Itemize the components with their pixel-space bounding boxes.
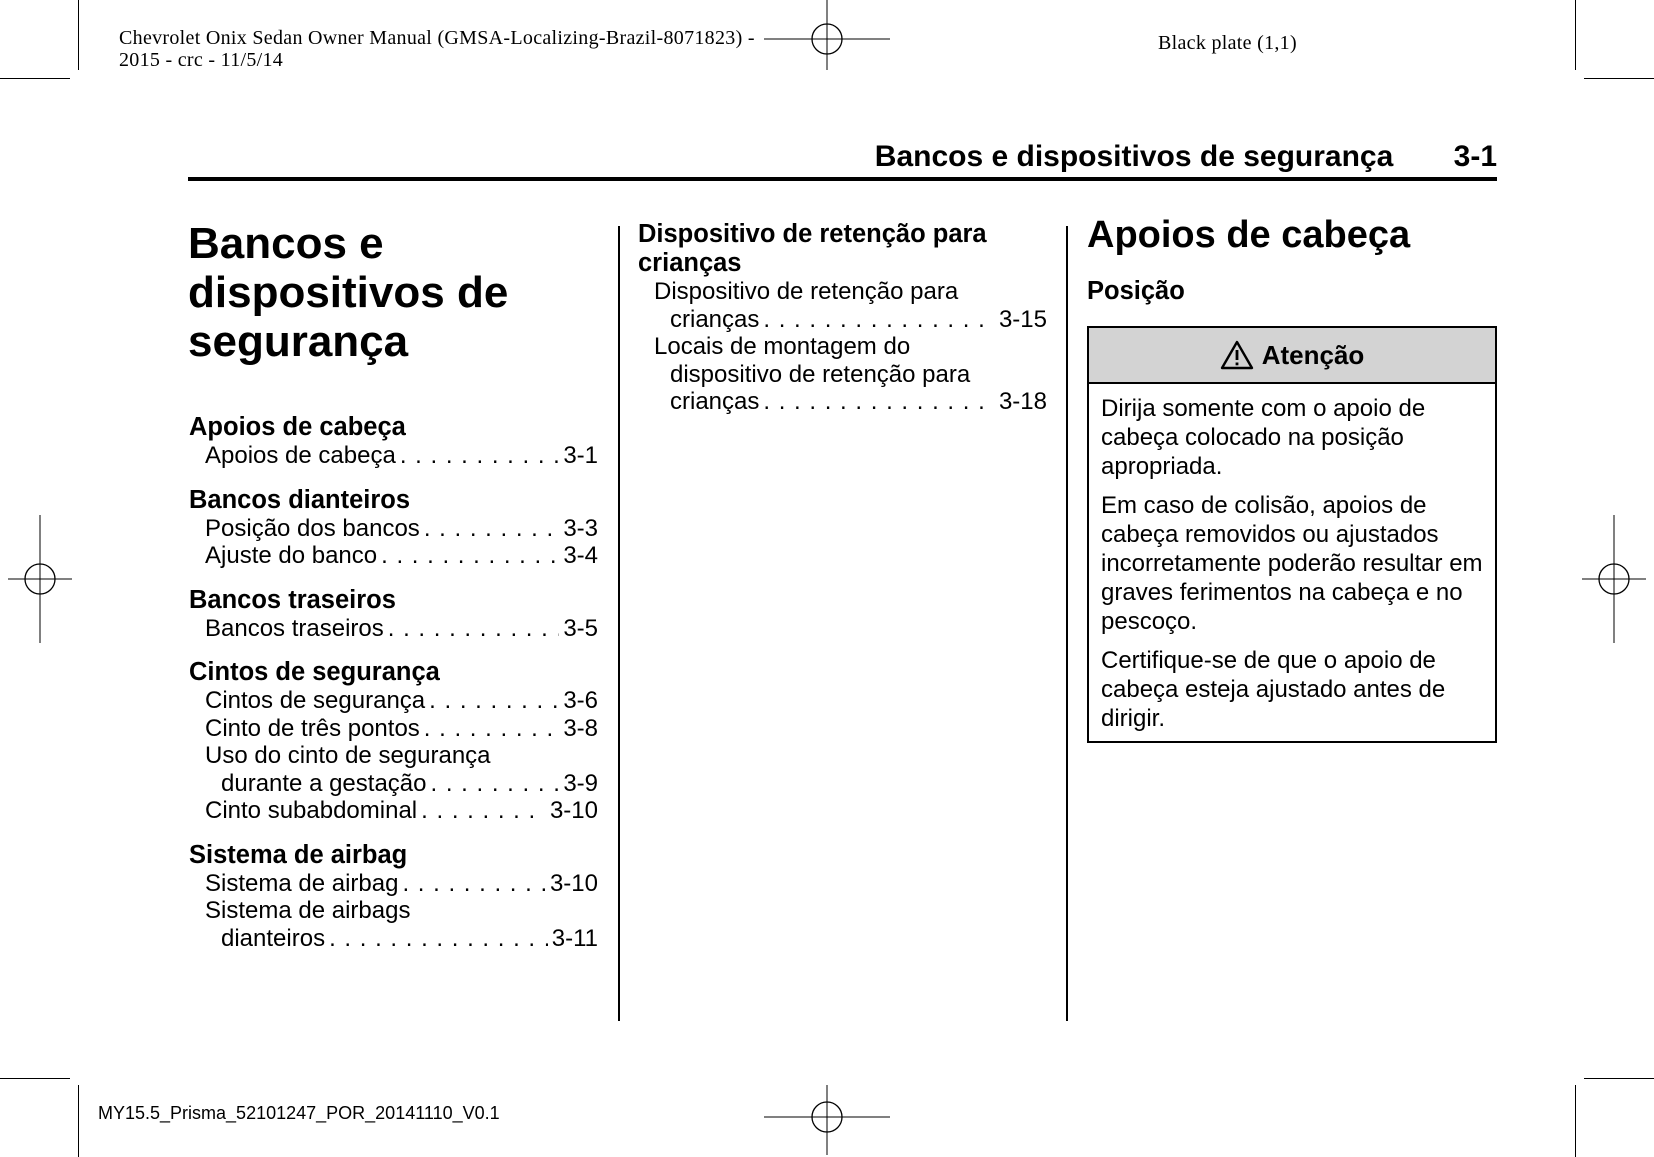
toc-page-number: 3-15: [998, 305, 1047, 333]
toc-page-number: 3-6: [563, 687, 598, 714]
toc-entry-label: Cintos de segurança: [205, 687, 426, 714]
toc-entry-label: Posição dos bancos: [205, 514, 420, 542]
crop-mark-top-right-horizontal: [1584, 78, 1654, 79]
toc-entry-label: Sistema de airbags: [205, 897, 411, 924]
crop-mark-bottom-left-horizontal: [0, 1078, 70, 1079]
toc-column-1: [189, 413, 598, 964]
toc-entry[interactable]: [189, 897, 598, 952]
toc-entry-label: Cinto de três pontos: [205, 714, 420, 742]
running-header: [875, 140, 1497, 174]
toc-leader-dots: [431, 770, 560, 798]
toc-leader-dots: [329, 925, 548, 953]
toc-section: [189, 841, 598, 953]
warning-paragraph: Em caso de colisão, apoios de cabeça removidos ou ajustados incorretamente poderão resultar em graves ferimentos na cabeça e no pescoço.: [1101, 492, 1483, 635]
toc-entry-label: crianças: [670, 305, 760, 333]
toc-section: [189, 486, 598, 570]
subsection-title: Posição: [1087, 277, 1185, 305]
chapter-title-line: dispositivos de: [188, 268, 509, 317]
toc-entry[interactable]: [189, 870, 598, 898]
toc-entry-label: Bancos traseiros: [205, 614, 384, 642]
toc-page-number: 3-1: [563, 442, 598, 469]
chapter-title-line: segurança: [188, 317, 409, 366]
toc-entry[interactable]: [189, 715, 598, 743]
crop-mark-bottom-right-vertical: [1575, 1085, 1576, 1157]
toc-entry-label: durante a gestação: [221, 769, 427, 797]
toc-page-number: 3-3: [563, 514, 598, 542]
toc-entry-label: crianças: [670, 388, 760, 415]
chapter-title-line: Bancos e: [188, 219, 384, 268]
warning-triangle-icon: [1220, 340, 1254, 370]
toc-section: [189, 586, 598, 643]
slug-text: [119, 27, 839, 71]
registration-mark-right-icon: [1582, 515, 1646, 643]
toc-page-number: 3-8: [563, 714, 598, 742]
toc-heading: Bancos traseiros: [189, 585, 396, 614]
toc-leader-dots: [429, 687, 559, 715]
chapter-title-block: [188, 219, 608, 366]
toc-entry[interactable]: [189, 742, 598, 797]
toc-heading: Sistema de airbag: [189, 840, 408, 869]
toc-leader-dots: [424, 715, 560, 743]
toc-heading-line: crianças: [638, 249, 742, 277]
warning-body: [1089, 384, 1495, 741]
running-header-title: Bancos e dispositivos de segurança: [874, 140, 1394, 173]
toc-leader-dots: [424, 515, 560, 543]
crop-mark-bottom-right-horizontal: [1584, 1078, 1654, 1079]
toc-entry-label: Cinto subabdominal: [205, 797, 418, 824]
toc-heading: Bancos dianteiros: [189, 485, 411, 514]
toc-entry[interactable]: [189, 687, 598, 715]
toc-section: [189, 658, 598, 825]
warning-paragraph: Dirija somente com o apoio de cabeça colocado na posição apropriada.: [1101, 395, 1426, 480]
toc-entry-label: dianteiros: [221, 924, 326, 952]
column-divider-2: [1066, 226, 1068, 1021]
toc-entry[interactable]: [189, 542, 598, 570]
toc-entry-label: Uso do cinto de segurança: [205, 742, 491, 769]
warning-paragraph: Certifique-se de que o apoio de cabeça esteja ajustado antes de dirigir.: [1101, 647, 1446, 732]
toc-entry-label: Ajuste do banco: [205, 542, 378, 569]
toc-entry[interactable]: [189, 797, 598, 825]
section-title: Apoios de cabeça: [1087, 214, 1411, 256]
toc-page-number: 3-10: [549, 869, 598, 897]
toc-page-number: 3-18: [998, 388, 1047, 415]
toc-entry-label: Sistema de airbag: [205, 869, 399, 897]
registration-mark-bottom-icon: [764, 1085, 890, 1157]
warning-label: Atenção: [1261, 339, 1365, 370]
toc-entry-label: Locais de montagem do: [654, 333, 911, 360]
registration-mark-left-icon: [8, 515, 72, 643]
toc-leader-dots: [388, 615, 560, 643]
toc-heading: [638, 220, 1047, 278]
toc-entry[interactable]: [638, 278, 1047, 333]
warning-header: [1089, 328, 1495, 384]
subsection-header: [1087, 277, 1185, 306]
plate-label: Black plate (1,1): [1158, 32, 1297, 54]
toc-leader-dots: [763, 388, 995, 416]
toc-leader-dots: [381, 542, 559, 570]
column-divider-1: [618, 226, 620, 1021]
crop-mark-top-left-horizontal: [0, 78, 70, 79]
toc-heading: Cintos de segurança: [189, 658, 440, 686]
toc-leader-dots: [402, 870, 546, 898]
toc-heading-line: Dispositivo de retenção para: [638, 220, 987, 248]
toc-page-number: 3-10: [549, 797, 598, 824]
toc-entry-label: dispositivo de retenção para: [670, 360, 971, 388]
toc-entry-label: Apoios de cabeça: [205, 442, 396, 469]
toc-column-2: [638, 220, 1047, 416]
footer-code: MY15.5_Prisma_52101247_POR_20141110_V0.1: [98, 1103, 500, 1123]
toc-page-number: 3-4: [563, 542, 598, 569]
running-header-page: 3-1: [1453, 140, 1497, 173]
toc-entry[interactable]: [189, 442, 598, 470]
toc-leader-dots: [763, 306, 995, 334]
crop-mark-top-right-vertical: [1575, 0, 1576, 70]
header-rule: [188, 177, 1497, 181]
slug-line-1: Chevrolet Onix Sedan Owner Manual (GMSA-Localizing-Brazil-8071823) -: [119, 27, 755, 49]
slug-line-2: 2015 - crc - 11/5/14: [119, 49, 284, 71]
toc-entry[interactable]: [189, 615, 598, 643]
crop-mark-top-left-vertical: [78, 0, 79, 70]
toc-entry[interactable]: [638, 333, 1047, 416]
toc-entry[interactable]: [189, 515, 598, 543]
toc-page-number: 3-11: [551, 924, 598, 952]
toc-section: [189, 413, 598, 470]
toc-leader-dots: [421, 797, 546, 825]
warning-box: [1087, 326, 1497, 743]
crop-mark-bottom-left-vertical: [78, 1085, 79, 1157]
toc-leader-dots: [400, 442, 560, 470]
chapter-title: [188, 219, 608, 366]
toc-entry-label: Dispositivo de retenção para: [654, 278, 959, 305]
section-header: [1087, 214, 1410, 257]
toc-heading: Apoios de cabeça: [189, 413, 406, 441]
toc-page-number: 3-5: [563, 614, 598, 642]
toc-page-number: 3-9: [563, 769, 598, 797]
